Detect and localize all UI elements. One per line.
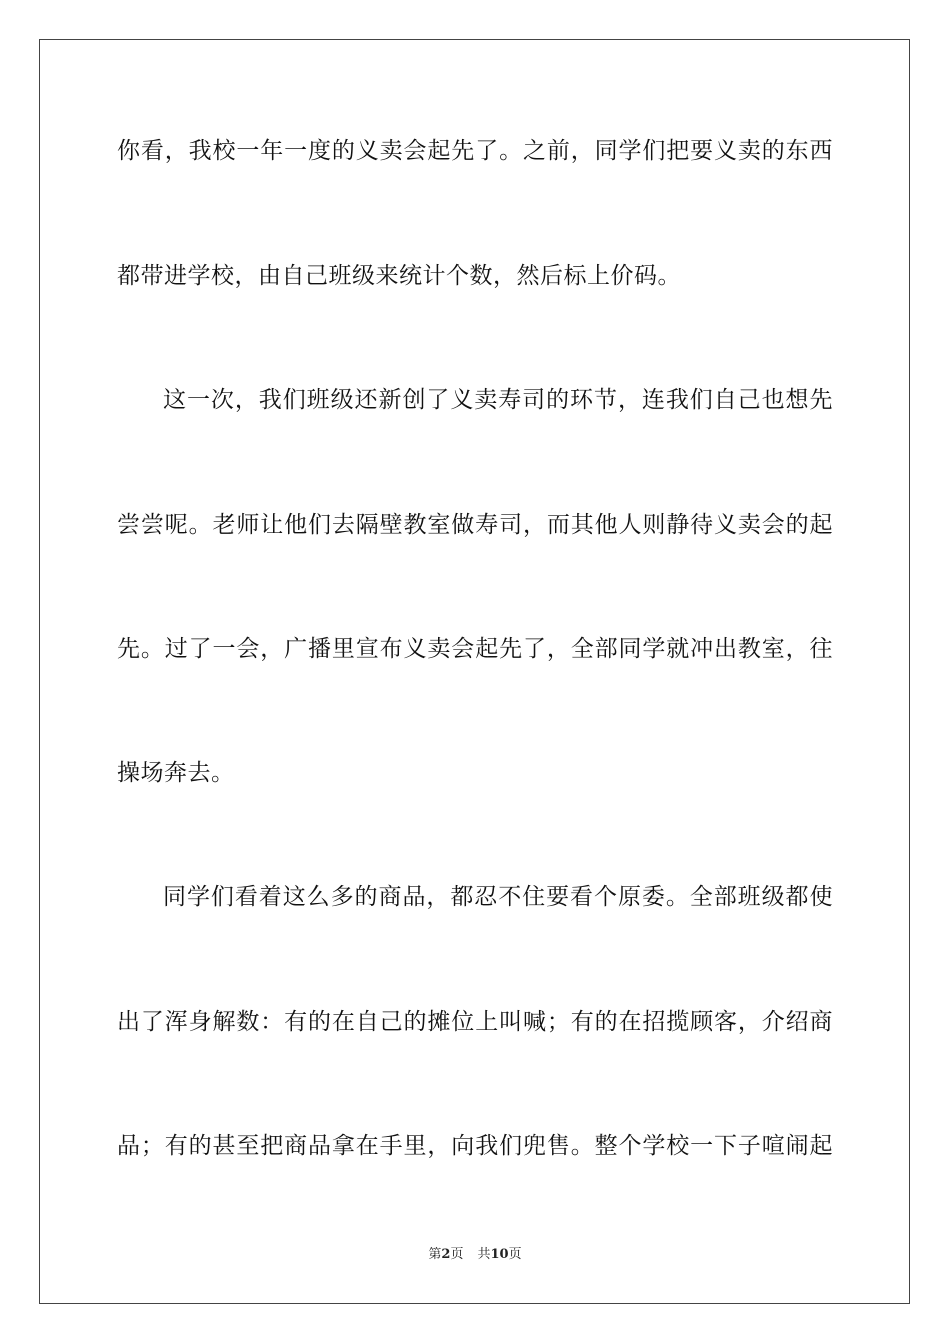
paragraph-line-2: 都带进学校，由自己班级来统计个数，然后标上价码。 [117, 263, 681, 289]
total-suffix: 页 [508, 1247, 522, 1262]
paragraph-line-7: 同学们看着这么多的商品，都忍不住要看个原委。全部班级都使 [163, 884, 833, 910]
paragraph-line-8: 出了浑身解数：有的在自己的摊位上叫喊；有的在招揽顾客，介绍商 [117, 1009, 833, 1035]
page-border [39, 39, 910, 1304]
page-suffix: 页 [450, 1247, 464, 1262]
paragraph-line-9: 品；有的甚至把商品拿在手里，向我们兜售。整个学校一下子喧闹起 [117, 1133, 833, 1159]
page-prefix: 第 [428, 1247, 442, 1262]
paragraph-line-5: 先。过了一会，广播里宣布义卖会起先了，全部同学就冲出教室，往 [117, 636, 833, 662]
page-footer [0, 1246, 950, 1264]
paragraph-line-6: 操场奔去。 [117, 760, 235, 786]
paragraph-line-3: 这一次，我们班级还新创了义卖寿司的环节，连我们自己也想先 [163, 387, 833, 413]
paragraph-line-4: 尝尝呢。老师让他们去隔壁教室做寿司，而其他人则静待义卖会的起 [117, 512, 833, 538]
total-prefix: 共 [477, 1247, 491, 1262]
paragraph-line-1: 你看，我校一年一度的义卖会起先了。之前，同学们把要义卖的东西 [117, 138, 833, 164]
page-number: 2 [441, 1247, 451, 1262]
total-pages: 10 [490, 1247, 509, 1262]
